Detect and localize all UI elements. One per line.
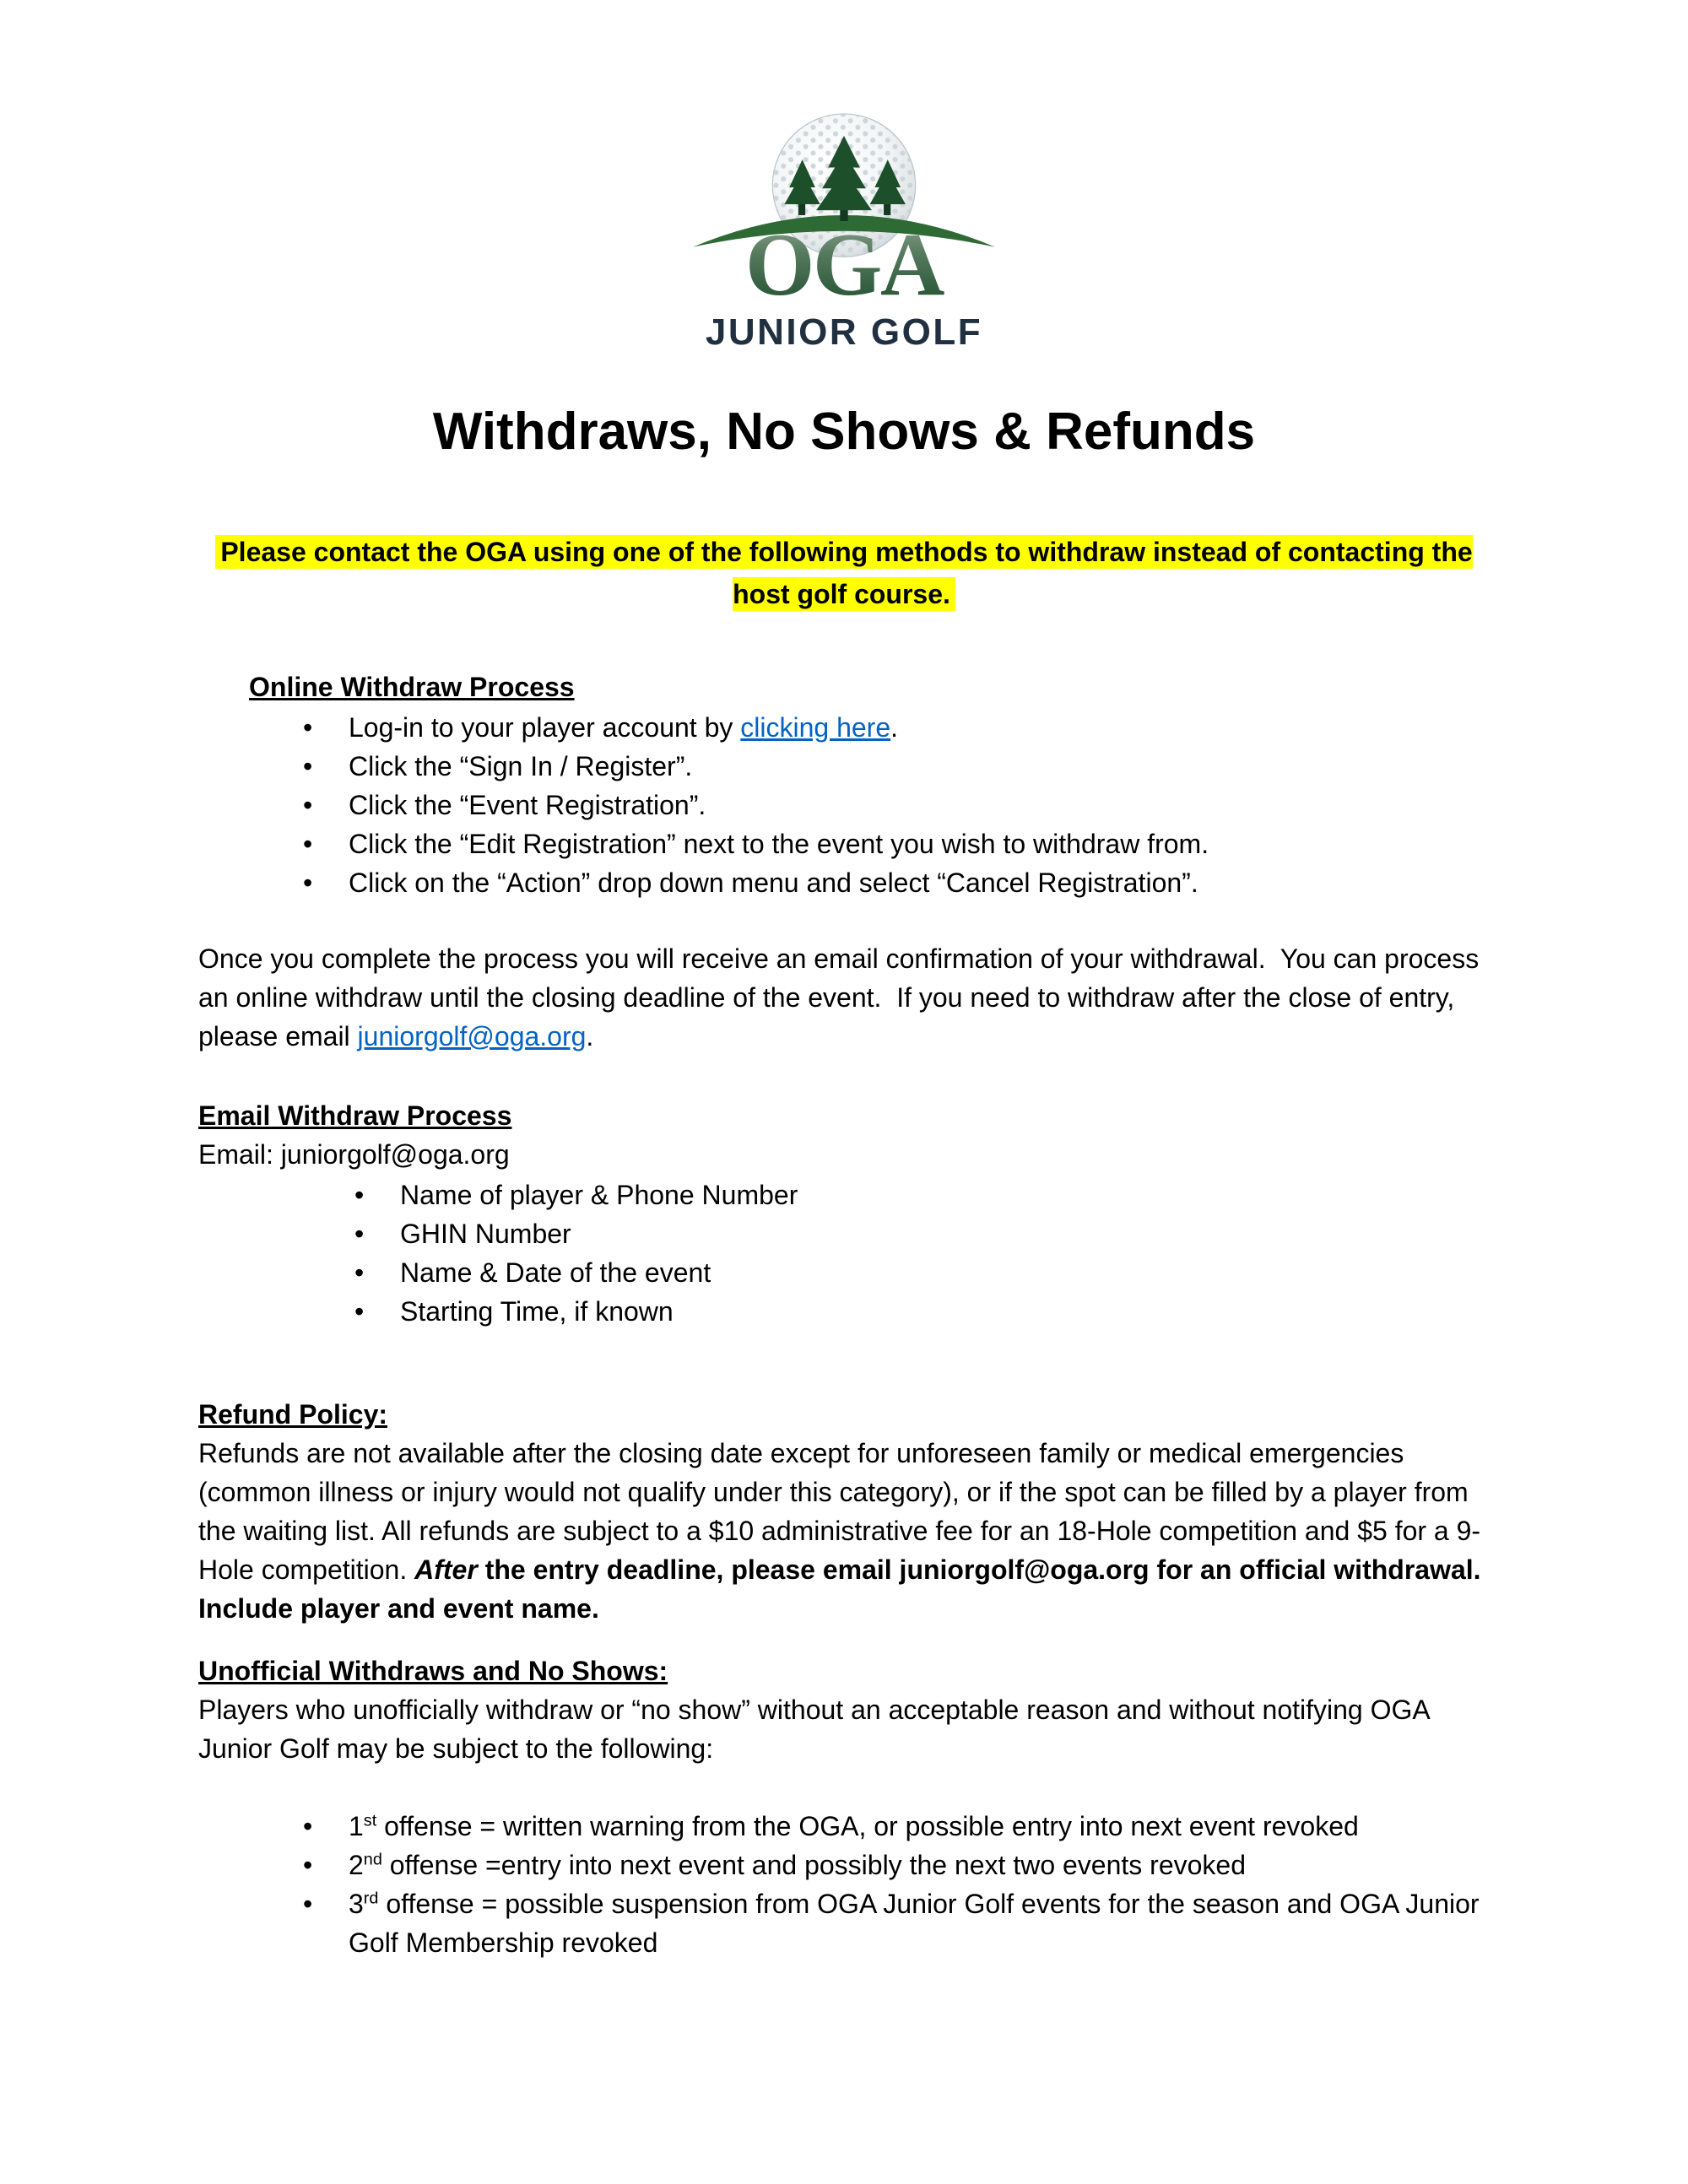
list-item-text: GHIN Number bbox=[400, 1219, 571, 1249]
offense-number: 2 bbox=[349, 1850, 364, 1880]
list-item bbox=[354, 1292, 1490, 1331]
list-item bbox=[303, 1884, 1490, 1962]
contact-notice bbox=[198, 531, 1490, 615]
confirmation-paragraph bbox=[198, 939, 1490, 1056]
paragraph-text: Once you complete the process you will receive an email confirmation of your withdrawal. You can process an online withdraw until the closing deadline of the event. If you need to withdraw after the close of entry, please email bbox=[198, 943, 1487, 1051]
heading-refund-policy: Refund Policy: bbox=[198, 1399, 388, 1430]
notice-highlight: Please contact the OGA using one of the following methods to withdraw instead of contacting the host golf course. bbox=[215, 535, 1472, 611]
paragraph-text: Refunds are not available after the closing date except for unforeseen family or medical emergencies (common illness or injury would not qualify under this category), or if the spot can be filled by a player from the waiting list. All refunds are subject to a $10 administrative fee for an 18-Hole competition and $5 for a 9-Hole competition. bbox=[198, 1438, 1481, 1585]
offense-ordinal: st bbox=[363, 1811, 377, 1830]
offense-number: 3 bbox=[349, 1889, 364, 1919]
offense-ordinal: rd bbox=[363, 1889, 379, 1908]
list-item bbox=[354, 1176, 1490, 1214]
list-item bbox=[303, 747, 1490, 786]
step-text: Click the “Sign In / Register”. bbox=[349, 751, 693, 781]
logo-tagline: JUNIOR GOLF bbox=[705, 311, 983, 353]
list-item bbox=[303, 786, 1490, 824]
clicking-here-link[interactable]: clicking here bbox=[740, 712, 891, 743]
list-item-text: Starting Time, if known bbox=[400, 1296, 674, 1327]
bold-deadline-text: the entry deadline, please email juniorgolf@oga.org for an official withdrawal. Include player and event name. bbox=[198, 1554, 1489, 1624]
email-address-line: Email: juniorgolf@oga.org bbox=[198, 1139, 510, 1170]
offense-list bbox=[303, 1807, 1490, 1962]
list-item-text: Name & Date of the event bbox=[400, 1257, 711, 1288]
oga-logo-text: OGA bbox=[744, 215, 944, 315]
offense-text: offense = possible suspension from OGA Junior Golf events for the season and OGA Junior Golf Membership revoked bbox=[349, 1889, 1487, 1958]
list-item bbox=[354, 1253, 1490, 1292]
list-item bbox=[354, 1214, 1490, 1253]
offense-ordinal: nd bbox=[363, 1850, 382, 1869]
offense-text: offense = written warning from the OGA, or possible entry into next event revoked bbox=[376, 1811, 1359, 1841]
list-item bbox=[303, 708, 1490, 747]
step-text: Click the “Edit Registration” next to the event you wish to withdraw from. bbox=[349, 829, 1209, 859]
heading-email-withdraw-process: Email Withdraw Process bbox=[198, 1100, 512, 1131]
page-title: Withdraws, No Shows & Refunds bbox=[432, 403, 1256, 461]
juniorgolf-email-link[interactable]: juniorgolf@oga.org bbox=[357, 1021, 587, 1051]
list-item bbox=[303, 1846, 1490, 1884]
oga-junior-golf-logo bbox=[198, 0, 1490, 354]
unofficial-intro-paragraph: Players who unofficially withdraw or “no show” without an acceptable reason and without notifying OGA Junior Golf may be subject to the following: bbox=[198, 1695, 1429, 1764]
emphasis-after: After bbox=[414, 1554, 478, 1585]
list-item bbox=[303, 824, 1490, 863]
refund-policy-paragraph bbox=[198, 1434, 1490, 1628]
oga-logo-emblem bbox=[675, 98, 1013, 322]
list-item bbox=[303, 863, 1490, 902]
step-text: Click the “Event Registration”. bbox=[349, 790, 706, 820]
heading-unofficial-withdraws: Unofficial Withdraws and No Shows: bbox=[198, 1656, 668, 1686]
step-text: Click on the “Action” drop down menu and select “Cancel Registration”. bbox=[349, 868, 1198, 898]
step-text: . bbox=[890, 712, 899, 743]
email-required-info-list bbox=[354, 1176, 1490, 1331]
offense-number: 1 bbox=[349, 1811, 364, 1841]
offense-text: offense =entry into next event and possibly the next two events revoked bbox=[381, 1850, 1247, 1880]
heading-online-withdraw-process: Online Withdraw Process bbox=[249, 672, 575, 702]
paragraph-text: . bbox=[586, 1021, 594, 1051]
list-item-text: Name of player & Phone Number bbox=[400, 1180, 798, 1210]
list-item bbox=[303, 1807, 1490, 1846]
step-text: Log-in to your player account by bbox=[349, 712, 741, 743]
online-withdraw-steps bbox=[303, 708, 1490, 902]
